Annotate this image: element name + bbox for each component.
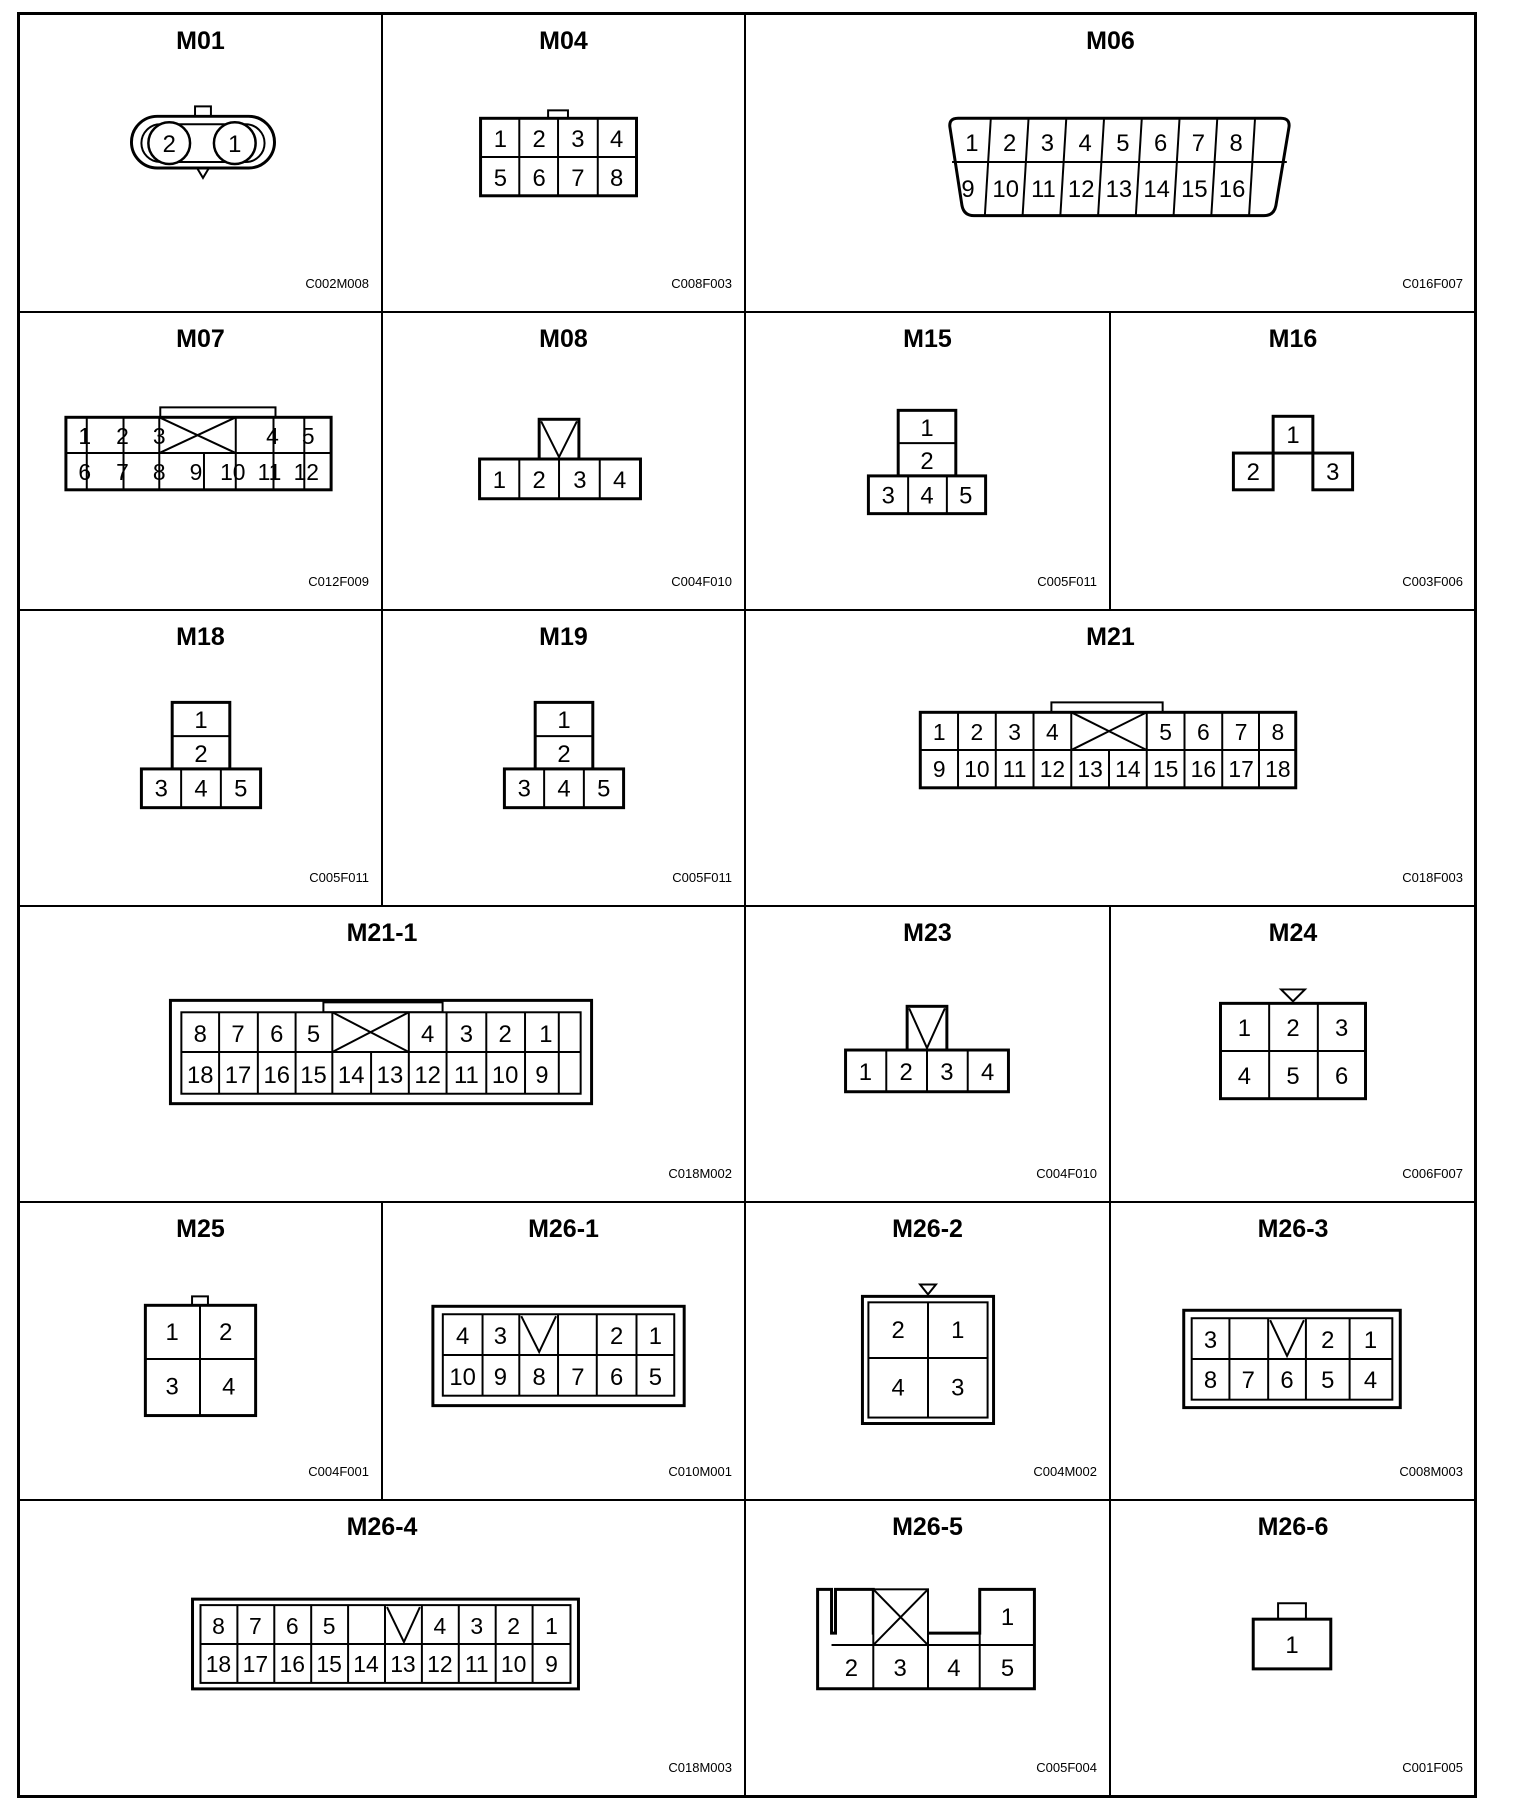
pin-label: 1 bbox=[932, 719, 946, 746]
connector-title: M26-5 bbox=[892, 1513, 963, 1541]
pin-label: 1 bbox=[165, 1319, 179, 1347]
pin-label: 4 bbox=[947, 1654, 961, 1682]
part-code: C004F010 bbox=[1036, 1166, 1097, 1181]
pin-label: 18 bbox=[186, 1061, 214, 1089]
pin-label: 2 bbox=[498, 1021, 512, 1049]
pin-label: 6 bbox=[532, 164, 546, 192]
part-code: C016F007 bbox=[1402, 276, 1463, 291]
pin-label: 14 bbox=[353, 1650, 379, 1677]
connector-cell-m07 bbox=[20, 313, 383, 611]
pin-label: 15 bbox=[1181, 175, 1208, 203]
connector-cell-m26-2 bbox=[746, 1203, 1111, 1501]
pin-label: 4 bbox=[1237, 1062, 1251, 1090]
pin-label: 1 bbox=[648, 1323, 663, 1351]
pin-label: 1 bbox=[965, 130, 979, 158]
pin-label: 14 bbox=[1143, 175, 1170, 203]
pin-label: 6 bbox=[285, 1613, 299, 1640]
pin-label: 5 bbox=[306, 1021, 321, 1049]
connector-cell-m21-1 bbox=[20, 907, 746, 1203]
pin-label: 1 bbox=[492, 466, 507, 494]
connector-title: M26-3 bbox=[1257, 1215, 1329, 1243]
connector-diagram-m25 bbox=[20, 1203, 381, 1499]
pin-label: 3 bbox=[154, 775, 168, 803]
connector-title: M06 bbox=[1086, 27, 1135, 55]
pin-label: 4 bbox=[557, 775, 571, 803]
part-code: C008F003 bbox=[671, 276, 732, 291]
pin-label: 2 bbox=[162, 131, 176, 159]
pin-label: 17 bbox=[224, 1061, 252, 1089]
connector-title: M24 bbox=[1268, 919, 1318, 947]
connector-cell-m16 bbox=[1111, 313, 1477, 611]
part-code: C004M002 bbox=[1033, 1464, 1097, 1479]
connector-diagram-m01 bbox=[20, 15, 381, 311]
part-code: C018F003 bbox=[1402, 870, 1463, 885]
connector-cell-m26-6 bbox=[1111, 1501, 1477, 1795]
pin-label: 18 bbox=[1265, 755, 1291, 782]
connector-cell-m25 bbox=[20, 1203, 383, 1501]
pin-label: 5 bbox=[1000, 1654, 1015, 1682]
part-code: C005F004 bbox=[1036, 1760, 1097, 1775]
connector-cell-m15 bbox=[746, 313, 1111, 611]
pin-label: 12 bbox=[1039, 755, 1066, 782]
pin-label: 16 bbox=[279, 1650, 305, 1677]
pin-label: 3 bbox=[1040, 130, 1055, 158]
pin-label: 1 bbox=[78, 423, 92, 450]
connector-diagram-m26-6 bbox=[1111, 1501, 1475, 1795]
pin-label: 2 bbox=[610, 1323, 624, 1351]
pin-label: 9 bbox=[932, 755, 946, 782]
pin-label: 7 bbox=[571, 164, 585, 192]
pin-label: 2 bbox=[532, 466, 546, 494]
pin-label: 2 bbox=[899, 1058, 913, 1086]
connector-diagram-m18 bbox=[20, 611, 381, 905]
pin-label: 5 bbox=[1159, 719, 1172, 746]
connector-diagram-m24 bbox=[1111, 907, 1475, 1201]
connector-title: M21 bbox=[1086, 623, 1135, 651]
part-code: C010M001 bbox=[668, 1464, 732, 1479]
connector-diagram-m26-2 bbox=[746, 1203, 1109, 1499]
part-code: C005F011 bbox=[1037, 574, 1097, 589]
connector-title: M16 bbox=[1268, 325, 1318, 353]
pin-label: 5 bbox=[1116, 130, 1130, 158]
pin-label: 3 bbox=[940, 1058, 954, 1086]
pin-label: 10 bbox=[220, 458, 246, 485]
pin-label: 3 bbox=[517, 775, 531, 803]
pin-label: 2 bbox=[194, 740, 208, 768]
pin-label: 1 bbox=[1237, 1015, 1251, 1043]
pin-label: 11 bbox=[1031, 175, 1056, 203]
connector-diagram-m21-1 bbox=[20, 907, 744, 1201]
pin-label: 1 bbox=[1286, 422, 1300, 450]
pin-label: 3 bbox=[165, 1373, 179, 1401]
pin-label: 16 bbox=[263, 1061, 290, 1089]
pin-label: 4 bbox=[222, 1373, 236, 1401]
pin-label: 10 bbox=[449, 1363, 476, 1391]
connector-title: M26-1 bbox=[528, 1215, 599, 1243]
pin-label: 18 bbox=[205, 1650, 232, 1677]
connector-title: M07 bbox=[176, 325, 225, 353]
connector-cell-m23 bbox=[746, 907, 1111, 1203]
connector-cell-m26-4 bbox=[20, 1501, 746, 1795]
pin-label: 1 bbox=[858, 1058, 873, 1086]
pin-label: 3 bbox=[1203, 1327, 1218, 1355]
pin-label: 2 bbox=[1246, 458, 1260, 486]
pin-label: 3 bbox=[493, 1323, 508, 1351]
pin-label: 5 bbox=[648, 1363, 663, 1391]
connector-title: M25 bbox=[176, 1215, 225, 1243]
part-code: C003F006 bbox=[1402, 574, 1463, 589]
pin-label: 4 bbox=[433, 1613, 447, 1640]
pin-label: 2 bbox=[844, 1654, 859, 1682]
part-code: C005F011 bbox=[309, 870, 369, 885]
pin-label: 6 bbox=[78, 458, 92, 485]
connector-title: M18 bbox=[176, 623, 225, 651]
part-code: C004F010 bbox=[671, 574, 732, 589]
pin-label: 4 bbox=[891, 1374, 905, 1402]
pin-label: 3 bbox=[152, 423, 166, 450]
pin-label: 1 bbox=[493, 126, 508, 154]
pin-label: 12 bbox=[293, 458, 319, 485]
pin-label: 8 bbox=[152, 458, 166, 485]
pin-label: 3 bbox=[951, 1374, 965, 1402]
connector-diagram-m08 bbox=[383, 313, 744, 609]
pin-label: 2 bbox=[532, 126, 546, 154]
pin-label: 4 bbox=[610, 126, 624, 154]
pin-label: 9 bbox=[545, 1650, 558, 1677]
connector-cell-m26-1 bbox=[383, 1203, 746, 1501]
connector-title: M15 bbox=[903, 325, 952, 353]
pin-label: 9 bbox=[961, 175, 975, 203]
pin-label: 7 bbox=[231, 1021, 245, 1049]
connector-diagram-m26-4 bbox=[20, 1501, 744, 1795]
pin-label: 2 bbox=[116, 423, 129, 450]
connector-title: M23 bbox=[903, 919, 952, 947]
pin-label: 2 bbox=[891, 1317, 905, 1345]
connector-title: M26-6 bbox=[1257, 1513, 1329, 1541]
connector-title: M26-2 bbox=[892, 1215, 963, 1243]
pin-label: 5 bbox=[597, 775, 611, 803]
pin-label: 14 bbox=[1115, 755, 1141, 782]
pin-label: 1 bbox=[951, 1317, 965, 1345]
pin-label: 15 bbox=[300, 1061, 327, 1089]
part-code: C008M003 bbox=[1399, 1464, 1463, 1479]
pin-label: 17 bbox=[242, 1650, 269, 1677]
part-code: C012F009 bbox=[308, 574, 369, 589]
pin-label: 5 bbox=[1321, 1366, 1335, 1394]
pin-label: 11 bbox=[257, 458, 282, 485]
pin-label: 5 bbox=[301, 423, 315, 450]
part-code: C001F005 bbox=[1402, 1760, 1463, 1775]
pin-label: 7 bbox=[571, 1363, 585, 1391]
pin-label: 6 bbox=[1335, 1062, 1349, 1090]
connector-chart bbox=[17, 12, 1477, 1798]
pin-label: 5 bbox=[959, 482, 973, 510]
connector-title: M26-4 bbox=[346, 1513, 418, 1541]
pin-label: 16 bbox=[1218, 175, 1246, 203]
pin-label: 4 bbox=[456, 1323, 470, 1351]
part-code: C006F007 bbox=[1402, 1166, 1463, 1181]
pin-label: 1 bbox=[1285, 1631, 1299, 1659]
pin-label: 2 bbox=[1321, 1327, 1335, 1355]
pin-label: 1 bbox=[228, 131, 242, 159]
pin-label: 1 bbox=[539, 1021, 553, 1049]
pin-label: 7 bbox=[1241, 1366, 1255, 1394]
pin-label: 6 bbox=[1197, 719, 1210, 746]
pin-label: 4 bbox=[1046, 719, 1059, 746]
pin-label: 9 bbox=[535, 1061, 549, 1089]
pin-label: 8 bbox=[610, 164, 624, 192]
pin-label: 7 bbox=[116, 458, 129, 485]
pin-label: 8 bbox=[1271, 719, 1285, 746]
connector-title: M21-1 bbox=[346, 919, 418, 947]
pin-label: 13 bbox=[376, 1061, 404, 1089]
pin-label: 3 bbox=[1326, 458, 1340, 486]
pin-label: 5 bbox=[1286, 1062, 1300, 1090]
pin-label: 4 bbox=[612, 466, 627, 494]
pin-label: 7 bbox=[248, 1613, 262, 1640]
pin-label: 6 bbox=[1280, 1366, 1294, 1394]
connector-diagram-m21 bbox=[746, 611, 1475, 905]
part-code: C018M003 bbox=[668, 1760, 732, 1775]
pin-label: 3 bbox=[470, 1613, 484, 1640]
connector-cell-m21 bbox=[746, 611, 1477, 907]
pin-label: 10 bbox=[500, 1650, 527, 1677]
connector-diagram-m07 bbox=[20, 313, 381, 609]
pin-label: 4 bbox=[920, 482, 934, 510]
connector-cell-m01 bbox=[20, 15, 383, 313]
pin-label: 1 bbox=[194, 707, 208, 735]
connector-diagram-m26-3 bbox=[1111, 1203, 1475, 1499]
pin-label: 6 bbox=[1154, 130, 1168, 158]
pin-label: 8 bbox=[532, 1363, 546, 1391]
connector-title: M19 bbox=[539, 623, 588, 651]
pin-label: 12 bbox=[1067, 175, 1095, 203]
part-code: C002M008 bbox=[305, 276, 369, 291]
connector-cell-m18 bbox=[20, 611, 383, 907]
connector-diagram-m19 bbox=[383, 611, 744, 905]
pin-label: 12 bbox=[414, 1061, 441, 1089]
pin-label: 2 bbox=[557, 740, 571, 768]
connector-diagram-m16 bbox=[1111, 313, 1475, 609]
pin-label: 4 bbox=[421, 1021, 435, 1049]
connector-cell-m19 bbox=[383, 611, 746, 907]
pin-label: 4 bbox=[1078, 130, 1092, 158]
pin-label: 13 bbox=[390, 1650, 416, 1677]
connector-diagram-m15 bbox=[746, 313, 1109, 609]
pin-label: 4 bbox=[1363, 1366, 1378, 1394]
pin-label: 8 bbox=[212, 1613, 225, 1640]
pin-label: 3 bbox=[881, 482, 895, 510]
connector-cell-m26-3 bbox=[1111, 1203, 1477, 1501]
pin-label: 13 bbox=[1105, 175, 1133, 203]
pin-label: 3 bbox=[459, 1021, 474, 1049]
pin-label: 7 bbox=[1191, 130, 1206, 158]
pin-label: 2 bbox=[1003, 130, 1017, 158]
pin-label: 10 bbox=[992, 175, 1019, 203]
pin-label: 4 bbox=[194, 775, 208, 803]
part-code: C018M002 bbox=[668, 1166, 732, 1181]
pin-label: 8 bbox=[1229, 130, 1243, 158]
connector-diagram-m04 bbox=[383, 15, 744, 311]
pin-label: 1 bbox=[545, 1613, 558, 1640]
pin-label: 2 bbox=[970, 719, 984, 746]
connector-diagram-m23 bbox=[746, 907, 1109, 1201]
pin-label: 2 bbox=[1286, 1015, 1300, 1043]
pin-label: 7 bbox=[1234, 719, 1248, 746]
pin-label: 5 bbox=[322, 1613, 336, 1640]
connector-cell-m06 bbox=[746, 15, 1477, 313]
pin-label: 15 bbox=[316, 1650, 342, 1677]
pin-label: 3 bbox=[893, 1654, 907, 1682]
connector-title: M04 bbox=[539, 27, 588, 55]
pin-label: 1 bbox=[920, 415, 934, 443]
pin-label: 4 bbox=[980, 1058, 995, 1086]
pin-label: 10 bbox=[964, 755, 990, 782]
pin-label: 1 bbox=[1363, 1327, 1378, 1355]
pin-label: 3 bbox=[573, 466, 587, 494]
pin-label: 16 bbox=[1190, 755, 1217, 782]
connector-cell-m08 bbox=[383, 313, 746, 611]
part-code: C005F011 bbox=[672, 870, 732, 885]
pin-label: 11 bbox=[1002, 755, 1027, 782]
pin-label: 11 bbox=[464, 1650, 489, 1677]
connector-diagram-m06 bbox=[746, 15, 1475, 311]
pin-label: 3 bbox=[571, 126, 585, 154]
pin-label: 13 bbox=[1077, 755, 1103, 782]
pin-label: 2 bbox=[507, 1613, 521, 1640]
pin-label: 8 bbox=[1203, 1366, 1218, 1394]
pin-label: 2 bbox=[920, 447, 934, 475]
pin-label: 8 bbox=[193, 1021, 207, 1049]
pin-label: 9 bbox=[493, 1363, 508, 1391]
pin-label: 11 bbox=[454, 1061, 479, 1089]
pin-label: 14 bbox=[337, 1061, 365, 1089]
pin-label: 9 bbox=[189, 458, 203, 485]
connector-title: M08 bbox=[539, 325, 588, 353]
pin-label: 1 bbox=[557, 707, 571, 735]
connector-diagram-m26-1 bbox=[383, 1203, 744, 1499]
pin-label: 2 bbox=[219, 1319, 233, 1347]
connector-diagram-m26-5 bbox=[746, 1501, 1109, 1795]
pin-label: 4 bbox=[266, 423, 279, 450]
pin-label: 3 bbox=[1335, 1015, 1349, 1043]
pin-label: 6 bbox=[270, 1021, 284, 1049]
pin-label: 12 bbox=[427, 1650, 453, 1677]
connector-cell-m24 bbox=[1111, 907, 1477, 1203]
pin-label: 15 bbox=[1152, 755, 1179, 782]
pin-label: 1 bbox=[1000, 1604, 1015, 1632]
pin-label: 5 bbox=[493, 164, 508, 192]
pin-label: 10 bbox=[491, 1061, 519, 1089]
connector-cell-m26-5 bbox=[746, 1501, 1111, 1795]
pin-label: 5 bbox=[234, 775, 248, 803]
connector-title: M01 bbox=[176, 27, 225, 55]
part-code: C004F001 bbox=[308, 1464, 369, 1479]
pin-label: 17 bbox=[1228, 755, 1254, 782]
connector-cell-m04 bbox=[383, 15, 746, 313]
pin-label: 3 bbox=[1008, 719, 1022, 746]
pin-label: 6 bbox=[610, 1363, 624, 1391]
